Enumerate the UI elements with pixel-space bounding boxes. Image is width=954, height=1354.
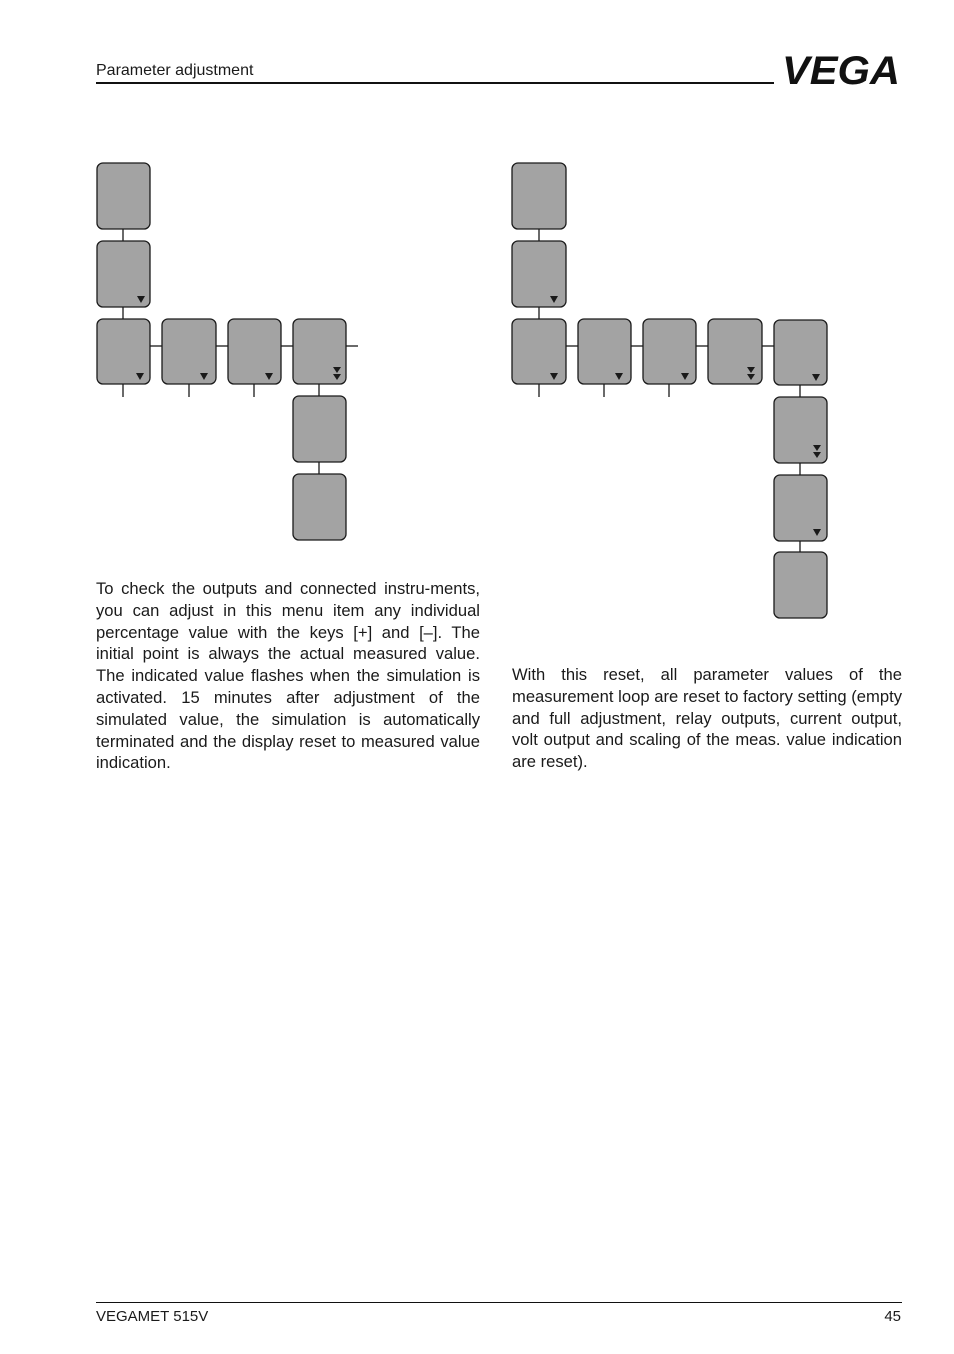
menu-box [512,319,566,384]
page-header-title: Parameter adjustment [96,62,254,79]
logo-text: VEGA [782,50,900,90]
menu-box [578,319,631,384]
reset-description: With this reset, all parameter values of the measurement loop are reset to factory setting (empty and full adjustment, relay outputs, current output, volt output and scaling of the meas. value indication are reset). [512,665,902,772]
menu-box [774,552,827,618]
menu-box [512,241,566,307]
footer-rule [96,1302,902,1303]
simulation-description: To check the outputs and connected instru-ments, you can adjust in this menu item any individual percentage value with the keys [+] and [–]. The initial point is always the actual measured value. The indicated value flashes when the simulation is activated. 15 minutes after adjustment of the simulated value, the simulation is automatically terminated and the display reset to measured value indication. [96,579,480,773]
page-number: 45 [884,1308,901,1325]
right-connectors [539,229,800,552]
menu-box [512,163,566,229]
footer-product: VEGAMET 515V [96,1308,209,1325]
